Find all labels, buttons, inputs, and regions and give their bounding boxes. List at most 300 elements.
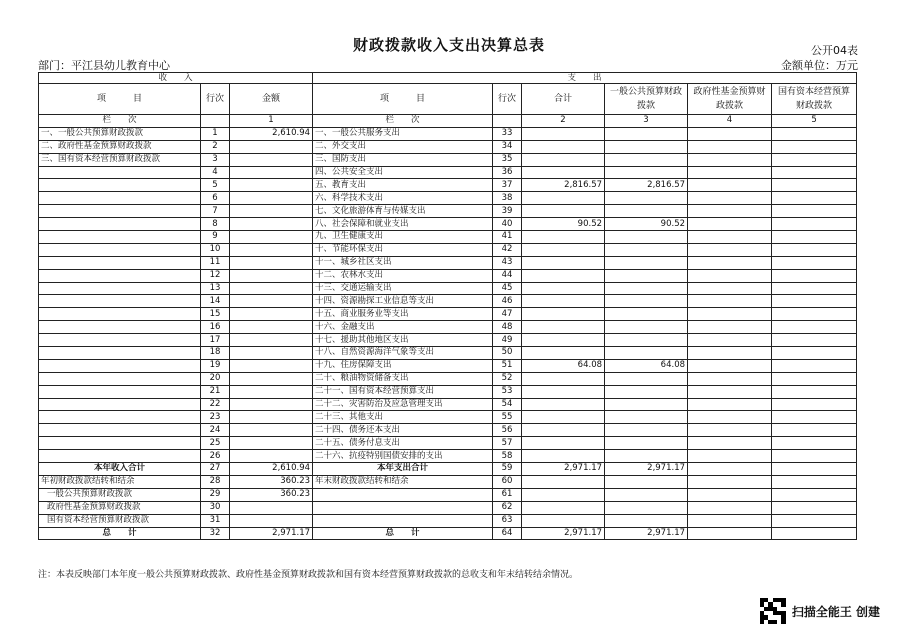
cell-in-item: 二、政府性基金预算财政拨款 [39, 140, 201, 153]
col-index-5: 5 [772, 115, 857, 128]
cell-general [605, 372, 688, 385]
cell-fund [688, 437, 772, 450]
cell-general [605, 243, 688, 256]
cell-fund [688, 334, 772, 347]
cell-in-amt [230, 411, 313, 424]
cell-general [605, 269, 688, 282]
table-row [39, 231, 857, 244]
cell-in-item [39, 424, 201, 437]
cell-in-item [39, 372, 201, 385]
form-code: 公开04表 [811, 44, 858, 57]
table-row [39, 450, 857, 463]
summary-row [39, 501, 857, 514]
cell-out-item: 本年支出合计 [313, 463, 493, 476]
col-header-state-capital: 国有资本经营预算财政拨款 [772, 84, 857, 115]
cell-fund [688, 514, 772, 527]
cell-total: 2,971.17 [522, 463, 605, 476]
cell-fund [688, 295, 772, 308]
cell-total: 2,816.57 [522, 179, 605, 192]
cell-out-item: 三、国防支出 [313, 153, 493, 166]
cell-in-item [39, 218, 201, 231]
cell-in-no: 19 [201, 359, 230, 372]
cell-general [605, 385, 688, 398]
cell-fund [688, 269, 772, 282]
cell-out-item: 二十一、国有资本经营预算支出 [313, 385, 493, 398]
cell-in-no: 26 [201, 450, 230, 463]
cell-capital [772, 179, 857, 192]
cell-general [605, 282, 688, 295]
cell-total [522, 231, 605, 244]
cell-in-amt [230, 192, 313, 205]
cell-fund [688, 166, 772, 179]
cell-general [605, 334, 688, 347]
cell-in-amt [230, 514, 313, 527]
table-row [39, 372, 857, 385]
cell-total [522, 166, 605, 179]
cell-fund [688, 450, 772, 463]
cell-capital [772, 514, 857, 527]
cell-fund [688, 359, 772, 372]
table-row [39, 269, 857, 282]
cell-total [522, 437, 605, 450]
cell-out-item: 二、外交支出 [313, 140, 493, 153]
cell-in-no: 32 [201, 527, 230, 540]
table-row [39, 218, 857, 231]
cell-out-no: 46 [493, 295, 522, 308]
col-header-expense-item: 项 目 [313, 84, 493, 115]
cell-in-item [39, 256, 201, 269]
cell-out-no: 52 [493, 372, 522, 385]
cell-out-no: 60 [493, 475, 522, 488]
cell-fund [688, 372, 772, 385]
table-row [39, 153, 857, 166]
cell-general [605, 411, 688, 424]
cell-in-amt: 2,610.94 [230, 127, 313, 140]
cell-in-item [39, 398, 201, 411]
cell-in-amt [230, 385, 313, 398]
table-row [39, 140, 857, 153]
cell-capital [772, 385, 857, 398]
cell-out-item: 十八、自然资源海洋气象等支出 [313, 347, 493, 360]
cell-out-item: 二十三、其他支出 [313, 411, 493, 424]
cell-in-amt [230, 205, 313, 218]
table-row [39, 295, 857, 308]
cell-in-item [39, 269, 201, 282]
cell-in-amt [230, 140, 313, 153]
cell-in-no: 31 [201, 514, 230, 527]
cell-capital [772, 488, 857, 501]
cell-general [605, 256, 688, 269]
table-row [39, 282, 857, 295]
cell-out-item: 十四、资源勘探工业信息等支出 [313, 295, 493, 308]
cell-out-item: 二十四、债务还本支出 [313, 424, 493, 437]
cell-in-amt [230, 243, 313, 256]
cell-capital [772, 140, 857, 153]
department-label: 部门：平江县幼儿教育中心 [38, 59, 170, 72]
cell-in-no: 6 [201, 192, 230, 205]
cell-fund [688, 308, 772, 321]
cell-in-no: 25 [201, 437, 230, 450]
cell-in-item [39, 359, 201, 372]
cell-total [522, 488, 605, 501]
cell-general: 2,971.17 [605, 463, 688, 476]
cell-in-item [39, 192, 201, 205]
table-row [39, 243, 857, 256]
cell-in-no: 13 [201, 282, 230, 295]
cell-general [605, 205, 688, 218]
cell-general [605, 501, 688, 514]
cell-out-no: 62 [493, 501, 522, 514]
col-index-4: 4 [688, 115, 772, 128]
cell-out-item: 十一、城乡社区支出 [313, 256, 493, 269]
table-row [39, 256, 857, 269]
cell-out-no: 54 [493, 398, 522, 411]
column-header-row [39, 84, 857, 115]
cell-capital [772, 218, 857, 231]
cell-out-item: 七、文化旅游体育与传媒支出 [313, 205, 493, 218]
cell-in-no: 11 [201, 256, 230, 269]
cell-capital [772, 205, 857, 218]
cell-in-item [39, 347, 201, 360]
cell-total [522, 411, 605, 424]
cell-in-no: 23 [201, 411, 230, 424]
cell-total [522, 475, 605, 488]
cell-out-no: 47 [493, 308, 522, 321]
summary-row [39, 527, 857, 540]
col-header-gov-fund: 政府性基金预算财政拨款 [688, 84, 772, 115]
cell-out-item: 四、公共安全支出 [313, 166, 493, 179]
cell-general: 90.52 [605, 218, 688, 231]
cell-total: 2,971.17 [522, 527, 605, 540]
cell-capital [772, 166, 857, 179]
cell-fund [688, 385, 772, 398]
cell-in-amt [230, 347, 313, 360]
cell-fund [688, 424, 772, 437]
cell-out-no: 59 [493, 463, 522, 476]
cell-capital [772, 411, 857, 424]
cell-in-amt [230, 501, 313, 514]
cell-total: 64.08 [522, 359, 605, 372]
cell-capital [772, 153, 857, 166]
cell-general [605, 295, 688, 308]
cell-out-item: 十二、农林水支出 [313, 269, 493, 282]
cell-fund [688, 282, 772, 295]
cell-in-amt [230, 359, 313, 372]
cell-total [522, 127, 605, 140]
cell-in-item [39, 231, 201, 244]
cell-total [522, 372, 605, 385]
col-index-label: 栏 次 [39, 115, 201, 128]
cell-general [605, 127, 688, 140]
cell-in-amt [230, 321, 313, 334]
cell-out-no: 35 [493, 153, 522, 166]
cell-in-no: 27 [201, 463, 230, 476]
cell-fund [688, 347, 772, 360]
cell-in-amt [230, 256, 313, 269]
cell-out-item: 九、卫生健康支出 [313, 231, 493, 244]
cell-out-no: 48 [493, 321, 522, 334]
cell-general [605, 514, 688, 527]
cell-general: 64.08 [605, 359, 688, 372]
cell-total [522, 385, 605, 398]
col-index-3: 3 [605, 115, 688, 128]
cell-out-item: 八、社会保障和就业支出 [313, 218, 493, 231]
table-row [39, 205, 857, 218]
cell-in-item [39, 205, 201, 218]
cell-in-amt [230, 153, 313, 166]
cell-in-item [39, 437, 201, 450]
cell-capital [772, 321, 857, 334]
cell-out-no: 53 [493, 385, 522, 398]
cell-in-amt [230, 166, 313, 179]
cell-out-no: 61 [493, 488, 522, 501]
cell-in-amt [230, 308, 313, 321]
cell-in-item [39, 321, 201, 334]
cell-in-no: 15 [201, 308, 230, 321]
cell-out-item: 总 计 [313, 527, 493, 540]
cell-out-no: 44 [493, 269, 522, 282]
cell-total [522, 424, 605, 437]
cell-in-item: 一般公共预算财政拨款 [39, 488, 201, 501]
cell-capital [772, 231, 857, 244]
cell-out-item: 年末财政拨款结转和结余 [313, 475, 493, 488]
cell-in-no: 5 [201, 179, 230, 192]
cell-in-item [39, 166, 201, 179]
cell-out-no: 49 [493, 334, 522, 347]
cell-out-item: 十九、住房保障支出 [313, 359, 493, 372]
cell-in-amt: 360.23 [230, 475, 313, 488]
cell-total: 90.52 [522, 218, 605, 231]
cell-fund [688, 153, 772, 166]
cell-out-no: 37 [493, 179, 522, 192]
cell-out-no: 63 [493, 514, 522, 527]
cell-out-item: 五、教育支出 [313, 179, 493, 192]
cell-in-item: 三、国有资本经营预算财政拨款 [39, 153, 201, 166]
cell-general [605, 231, 688, 244]
cell-out-item: 一、一般公共服务支出 [313, 127, 493, 140]
cell-out-no: 45 [493, 282, 522, 295]
table-row [39, 398, 857, 411]
col-header-total: 合计 [522, 84, 605, 115]
cell-in-amt: 2,971.17 [230, 527, 313, 540]
cell-total [522, 140, 605, 153]
cell-total [522, 282, 605, 295]
cell-out-no: 51 [493, 359, 522, 372]
cell-total [522, 256, 605, 269]
table-row [39, 334, 857, 347]
cell-out-no: 36 [493, 166, 522, 179]
table-row [39, 179, 857, 192]
cell-capital [772, 527, 857, 540]
scanner-watermark [760, 598, 880, 624]
cell-total [522, 501, 605, 514]
cell-capital [772, 334, 857, 347]
cell-in-amt [230, 334, 313, 347]
cell-in-amt [230, 218, 313, 231]
cell-general: 2,971.17 [605, 527, 688, 540]
cell-total [522, 269, 605, 282]
final-accounts-table [38, 72, 857, 540]
cell-out-no: 57 [493, 437, 522, 450]
unit-label: 金额单位：万元 [781, 59, 858, 72]
cell-capital [772, 359, 857, 372]
footnote: 注：本表反映部门本年度一般公共预算财政拨款、政府性基金预算财政拨款和国有资本经营预算财政拨款的总收支和年末结转结余情况。 [38, 570, 579, 580]
cell-out-no: 56 [493, 424, 522, 437]
summary-row [39, 463, 857, 476]
cell-out-item: 十五、商业服务业等支出 [313, 308, 493, 321]
cell-out-item: 六、科学技术支出 [313, 192, 493, 205]
cell-out-no: 64 [493, 527, 522, 540]
cell-general: 2,816.57 [605, 179, 688, 192]
cell-in-no: 3 [201, 153, 230, 166]
cell-general [605, 347, 688, 360]
table-row [39, 308, 857, 321]
table-row [39, 166, 857, 179]
cell-in-no: 21 [201, 385, 230, 398]
cell-fund [688, 488, 772, 501]
table-row [39, 437, 857, 450]
cell-out-item: 二十五、债务付息支出 [313, 437, 493, 450]
cell-capital [772, 192, 857, 205]
table-row [39, 192, 857, 205]
cell-fund [688, 243, 772, 256]
cell-total [522, 308, 605, 321]
cell-fund [688, 231, 772, 244]
table-row [39, 321, 857, 334]
cell-capital [772, 398, 857, 411]
cell-in-item [39, 243, 201, 256]
cell-in-item [39, 179, 201, 192]
cell-out-no: 50 [493, 347, 522, 360]
cell-fund [688, 501, 772, 514]
cell-in-no: 17 [201, 334, 230, 347]
cell-in-amt [230, 424, 313, 437]
col-index-1: 1 [230, 115, 313, 128]
cell-in-no: 18 [201, 347, 230, 360]
cell-in-amt [230, 372, 313, 385]
col-header-income-item: 项 目 [39, 84, 201, 115]
cell-fund [688, 398, 772, 411]
cell-in-no: 2 [201, 140, 230, 153]
cell-in-no: 9 [201, 231, 230, 244]
cell-fund [688, 463, 772, 476]
col-header-income-row: 行次 [201, 84, 230, 115]
cell-out-no: 41 [493, 231, 522, 244]
cell-out-item: 二十二、灾害防治及应急管理支出 [313, 398, 493, 411]
cell-general [605, 475, 688, 488]
cell-in-item [39, 385, 201, 398]
cell-capital [772, 127, 857, 140]
cell-in-item: 国有资本经营预算财政拨款 [39, 514, 201, 527]
cell-in-item [39, 450, 201, 463]
cell-in-no: 1 [201, 127, 230, 140]
cell-total [522, 243, 605, 256]
cell-general [605, 321, 688, 334]
cell-general [605, 437, 688, 450]
cell-in-amt [230, 450, 313, 463]
cell-in-amt [230, 437, 313, 450]
cell-out-no: 58 [493, 450, 522, 463]
cell-in-no: 29 [201, 488, 230, 501]
cell-fund [688, 256, 772, 269]
page-title: 财政拨款收入支出决算总表 [352, 36, 545, 54]
col-index-empty [201, 115, 230, 128]
cell-total [522, 398, 605, 411]
cell-in-no: 12 [201, 269, 230, 282]
col-header-amount: 金额 [230, 84, 313, 115]
cell-capital [772, 463, 857, 476]
cell-capital [772, 282, 857, 295]
cell-capital [772, 372, 857, 385]
col-index-empty-2 [493, 115, 522, 128]
summary-row [39, 488, 857, 501]
cell-out-no: 34 [493, 140, 522, 153]
cell-total [522, 295, 605, 308]
table-row [39, 424, 857, 437]
cell-general [605, 488, 688, 501]
cell-in-item: 年初财政拨款结转和结余 [39, 475, 201, 488]
qr-code-icon [760, 598, 786, 624]
cell-out-no: 33 [493, 127, 522, 140]
income-header: 收 入 [39, 73, 313, 84]
expense-header: 支 出 [313, 73, 857, 84]
column-index-row [39, 115, 857, 128]
cell-out-no: 38 [493, 192, 522, 205]
cell-capital [772, 295, 857, 308]
cell-in-amt: 360.23 [230, 488, 313, 501]
cell-general [605, 166, 688, 179]
cell-out-item [313, 501, 493, 514]
cell-general [605, 398, 688, 411]
cell-total [522, 153, 605, 166]
cell-total [522, 205, 605, 218]
cell-in-amt [230, 231, 313, 244]
cell-out-item: 十六、金融支出 [313, 321, 493, 334]
cell-capital [772, 308, 857, 321]
cell-capital [772, 501, 857, 514]
cell-capital [772, 450, 857, 463]
cell-fund [688, 411, 772, 424]
table-row [39, 411, 857, 424]
col-index-2: 2 [522, 115, 605, 128]
cell-in-item: 总 计 [39, 527, 201, 540]
summary-row [39, 475, 857, 488]
cell-general [605, 153, 688, 166]
cell-fund [688, 321, 772, 334]
cell-in-no: 7 [201, 205, 230, 218]
cell-out-item: 二十六、抗疫特别国债安排的支出 [313, 450, 493, 463]
cell-out-item: 二十、粮油物资储备支出 [313, 372, 493, 385]
col-header-expense-row: 行次 [493, 84, 522, 115]
cell-out-no: 43 [493, 256, 522, 269]
cell-in-no: 24 [201, 424, 230, 437]
cell-capital [772, 424, 857, 437]
table-row [39, 359, 857, 372]
cell-general [605, 424, 688, 437]
cell-total [522, 192, 605, 205]
cell-fund [688, 127, 772, 140]
cell-fund [688, 527, 772, 540]
cell-capital [772, 475, 857, 488]
cell-in-no: 16 [201, 321, 230, 334]
cell-out-item: 十三、交通运输支出 [313, 282, 493, 295]
cell-in-no: 8 [201, 218, 230, 231]
cell-in-item: 政府性基金预算财政拨款 [39, 501, 201, 514]
cell-in-item [39, 411, 201, 424]
cell-general [605, 140, 688, 153]
cell-in-amt [230, 269, 313, 282]
cell-fund [688, 205, 772, 218]
